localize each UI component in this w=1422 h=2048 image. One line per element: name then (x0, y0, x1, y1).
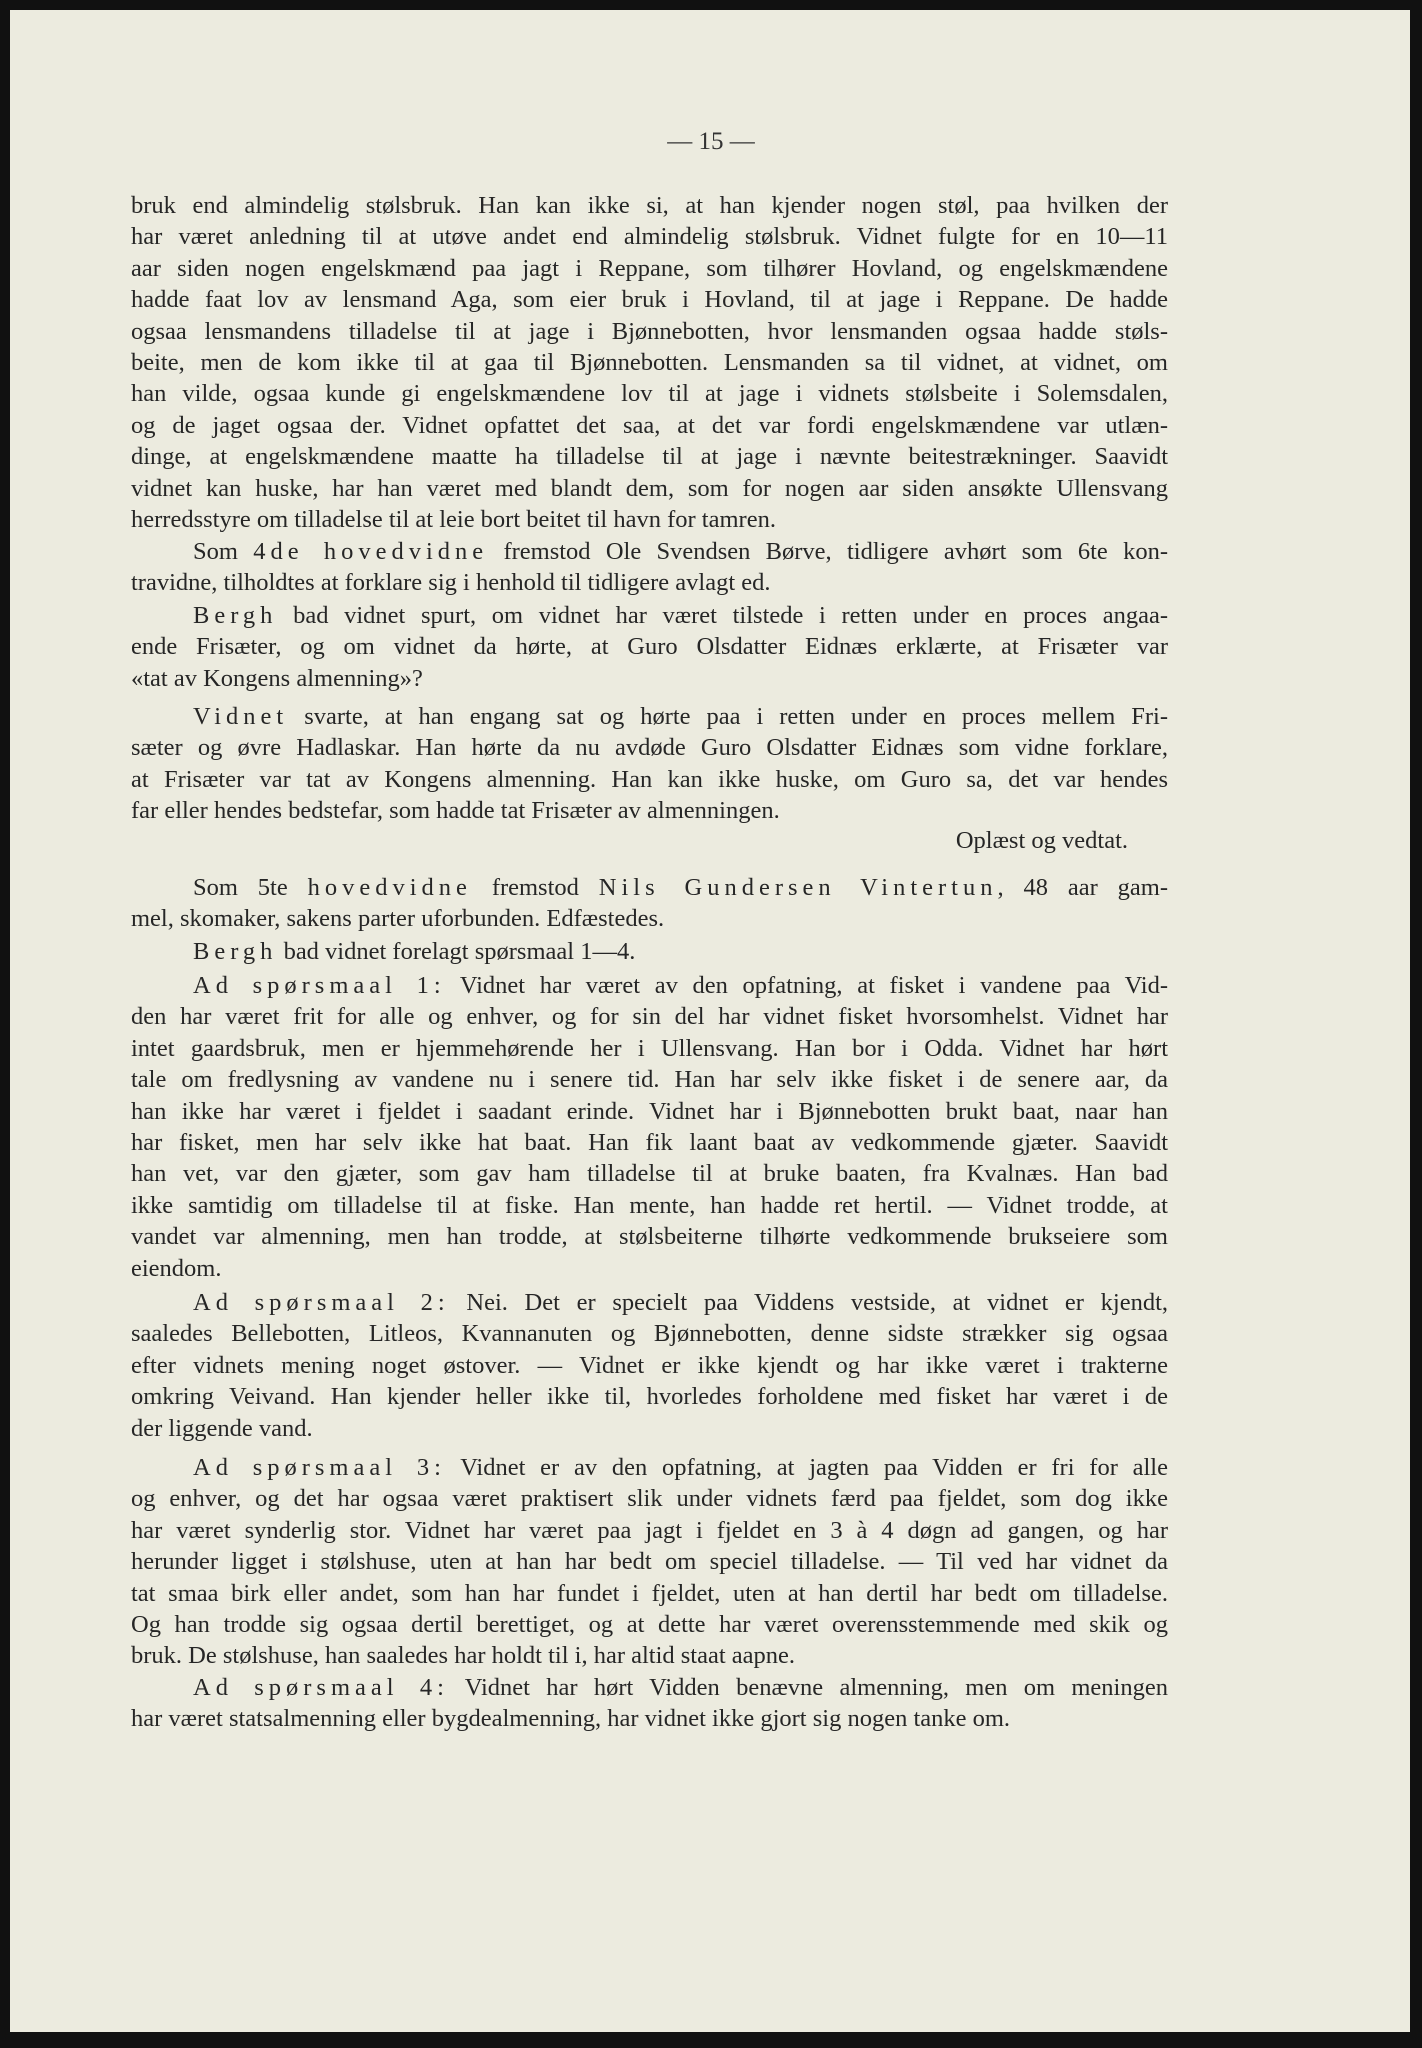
text-run: hadde faat lov av lensmand Aga, som eier bruk i Hovland, til at jage i Reppane. De hadde (131, 286, 1168, 314)
text-run: eiendom. (131, 1254, 222, 1282)
text-run: ikke samtidig om tilladelse til at fiske. Han mente, han hadde ret hertil. — Vidnet trodde, at (131, 1191, 1168, 1219)
text-line (131, 284, 1168, 315)
text-run: «tat av Kongens almenning»? (131, 664, 423, 692)
text-line (131, 221, 1168, 252)
text-run: saaledes Bellebotten, Litleos, Kvannanuten og Bjønnebotten, denne sidste strækker sig ogsaa (131, 1320, 1168, 1348)
text-run: og enhver, og det har ogsaa været praktisert slik under vidnets færd paa fjeldet, som dog ikke (131, 1485, 1168, 1513)
text-line (131, 1640, 1168, 1671)
text-line (131, 473, 1168, 504)
text-line (131, 1064, 1168, 1095)
text-line (131, 1703, 1168, 1734)
text-run: bruk end almindelig stølsbruk. Han kan ikke si, at han kjender nogen støl, paa hvilken der (131, 192, 1168, 219)
text-run: og de jaget ogsaa der. Vidnet opfattet det saa, at det var fordi engelskmændene var utlæn- (131, 411, 1168, 439)
text-line (131, 1609, 1168, 1640)
text-run: , 48 aar gam- (997, 874, 1168, 901)
text-line (131, 567, 1168, 598)
text-run: han vet, var den gjæter, som gav ham tilladelse til at bruke baaten, fra Kvalnæs. Han bad (131, 1160, 1168, 1188)
text-line (131, 825, 1168, 856)
text-run: tat smaa birk eller andet, som han har fundet i fjeldet, uten at han dertil har bedt om tilladelse. (131, 1579, 1168, 1607)
text-line (131, 1096, 1168, 1127)
text-line (131, 1253, 1168, 1284)
text-line (131, 1452, 1168, 1483)
text-run: har været synderlig stor. Vidnet har været paa jagt i fjeldet en 3 à 4 døgn ad gangen, og har (131, 1516, 1168, 1544)
text-run: Vidnet har hørt Vidden benævne almenning, men om meningen (448, 1674, 1168, 1701)
paragraph (131, 536, 1168, 599)
page-number: — 15 — (667, 128, 755, 155)
paragraph (131, 190, 1168, 535)
text-run: har fisket, men har selv ikke hat baat. Han fik laant baat av vedkommende gjæter. Saavidt (131, 1128, 1168, 1156)
text-line (131, 1546, 1168, 1577)
text-line (131, 1578, 1168, 1609)
text-line (131, 410, 1168, 441)
text-run: han vilde, ogsaa kunde gi engelskmændene lov til at jage i vidnets stølsbeite i Solemsdalen, (131, 380, 1168, 408)
text-line (131, 190, 1168, 221)
text-run: beite, men de kom ikke til at gaa til Bjønnebotten. Lensmanden sa til vidnet, at vidnet, om (131, 348, 1168, 376)
text-run: travidne, tilholdtes at forklare sig i henhold til tidligere avlagt ed. (131, 569, 771, 597)
text-run: Vidnet er av den opfatning, at jagten paa Vidden er fri for alle (445, 1454, 1168, 1481)
text-run: efter vidnets mening noget østover. — Vidnet er ikke kjendt og har ikke været i trakterne (131, 1351, 1168, 1379)
text-run: dinge, at engelskmændene maatte ha tilladelse til at jage i nævnte beitestrækninger. Saavidt (131, 443, 1168, 471)
text-run: aar siden nogen engelskmænd paa jagt i Reppane, som tilhører Hovland, og engelskmændene (131, 254, 1168, 282)
paragraph (131, 825, 1168, 856)
text-run: Og han trodde sig ogsaa dertil berettiget, og at dette har været overensstemmende med skik og (131, 1610, 1168, 1638)
text-run: at Frisæter var tat av Kongens almenning. Han kan ikke huske, om Guro sa, det var hendes (131, 765, 1168, 793)
text-run: bad vidnet forelagt spørsmaal 1—4. (277, 938, 636, 965)
text-run: intet gaardsbruk, men er hjemmehørende her i Ullensvang. Han bor i Odda. Vidnet har hørt (131, 1034, 1168, 1062)
text-run: mel, skomaker, sakens parter uforbunden. Edfæstedes. (131, 905, 665, 933)
text-line (131, 764, 1168, 795)
text-line (131, 1672, 1168, 1703)
text-run: har været statsalmenning eller bygdealmenning, har vidnet ikke gjort sig nogen tanke om. (131, 1705, 1011, 1733)
text-run: Nei. Det er specielt paa Viddens vestside, at vidnet er kjendt, (449, 1289, 1168, 1316)
text-run: Som 5te (193, 874, 308, 901)
text-line (131, 1190, 1168, 1221)
text-line (131, 1483, 1168, 1514)
text-run: bad vidnet spurt, om vidnet har været tilstede i retten under en proces angaa- (277, 602, 1168, 629)
text-line (131, 1350, 1168, 1381)
text-line (131, 701, 1168, 732)
text-run: svarte, at han engang sat og hørte paa i retten under en proces mellem Fri- (288, 703, 1168, 730)
text-line (131, 1318, 1168, 1349)
text-run: sæter og øvre Hadlaskar. Han hørte da nu avdøde Guro Olsdatter Eidnæs som vidne forklare, (131, 734, 1168, 762)
text-run: bruk. De stølshuse, han saaledes har holdt til i, har altid staat aapne. (131, 1642, 796, 1670)
paragraph (131, 600, 1168, 694)
text-line (131, 316, 1168, 347)
text-run: Oplæst og vedtat. (955, 827, 1128, 854)
text-run: fremstod Ole Svendsen Børve, tidligere avhørt som 6te kon- (488, 538, 1168, 565)
paragraph (131, 1452, 1168, 1672)
text-line (131, 1033, 1168, 1064)
paragraph (131, 970, 1168, 1284)
text-line (131, 1287, 1168, 1318)
text-run: fremstod (471, 874, 599, 901)
spaced-emphasis: Ad spørsmaal 1: (193, 972, 446, 999)
text-run: herredsstyre om tilladelse til at leie bort beitet til havn for tamren. (131, 505, 776, 533)
text-line (131, 253, 1168, 284)
text-run: herunder ligget i stølshuse, uten at han har bedt om speciel tilladelse. — Til ved har vidnet da (131, 1548, 1168, 1576)
text-line (131, 1381, 1168, 1412)
paragraph (131, 1287, 1168, 1444)
text-line (131, 1413, 1168, 1444)
spaced-emphasis: Vidnet (193, 703, 289, 730)
text-run: Vidnet har været av den opfatning, at fisket i vandene paa Vid- (445, 972, 1169, 999)
text-run: har været anledning til at utøve andet end almindelig stølsbruk. Vidnet fulgte for en 10—11 (131, 223, 1168, 251)
spaced-emphasis: Bergh (193, 602, 278, 629)
text-run: tale om fredlysning av vandene nu i senere tid. Han har selv ikke fisket i de senere aar, da (131, 1066, 1168, 1094)
paragraph (131, 701, 1168, 827)
text-run: ende Frisæter, og om vidnet da hørte, at Guro Olsdatter Eidnæs erklærte, at Frisæter var (131, 633, 1168, 661)
text-run: far eller hendes bedstefar, som hadde tat Frisæter av almenningen. (131, 797, 780, 825)
text-line (131, 600, 1168, 631)
text-line (131, 536, 1168, 567)
text-line (131, 872, 1168, 903)
spaced-emphasis: hovedvidne (307, 874, 472, 901)
spaced-emphasis: Bergh (193, 938, 278, 965)
spaced-emphasis: Nils Gundersen Vintertun (598, 874, 998, 901)
text-run: ogsaa lensmandens tilladelse til at jage i Bjønnebotten, hvor lensmanden ogsaa hadde støls- (131, 317, 1168, 345)
text-line (131, 1158, 1168, 1189)
text-line (131, 936, 1168, 967)
text-run: vandet var almenning, men han trodde, at stølsbeiterne tilhørte vedkommende brukseiere som (131, 1223, 1168, 1251)
text-line (131, 631, 1168, 662)
text-line (131, 663, 1168, 694)
paragraph (131, 936, 1168, 967)
spaced-emphasis: Ad spørsmaal 2: (193, 1289, 450, 1316)
text-line (131, 347, 1168, 378)
text-line (131, 504, 1168, 535)
text-line (131, 1221, 1168, 1252)
spaced-emphasis: Ad spørsmaal 3: (193, 1454, 446, 1481)
text-run: Som (193, 538, 254, 565)
paragraph (131, 872, 1168, 935)
spaced-emphasis: 4de hovedvidne (253, 538, 489, 565)
text-run: der liggende vand. (131, 1414, 313, 1442)
paragraph (131, 1672, 1168, 1735)
text-run: den har været frit for alle og enhver, og for sin del har vidnet fisket hvorsomhelst. Vidnet har (131, 1003, 1168, 1031)
text-line (131, 795, 1168, 826)
text-line (131, 1515, 1168, 1546)
text-line (131, 1001, 1168, 1032)
text-line (131, 1127, 1168, 1158)
text-line (131, 970, 1168, 1001)
text-line (131, 732, 1168, 763)
spaced-emphasis: Ad spørsmaal 4: (193, 1674, 449, 1701)
text-line (131, 378, 1168, 409)
text-run: vidnet kan huske, har han været med blandt dem, som for nogen aar siden ansøkte Ullensvang (131, 474, 1168, 502)
text-line (131, 441, 1168, 472)
text-line (131, 903, 1168, 934)
text-run: han ikke har været i fjeldet i saadant erinde. Vidnet har i Bjønnebotten brukt baat, naar han (131, 1097, 1168, 1125)
text-run: omkring Veivand. Han kjender heller ikke til, hvorledes forholdene med fisket har været i de (131, 1383, 1168, 1411)
